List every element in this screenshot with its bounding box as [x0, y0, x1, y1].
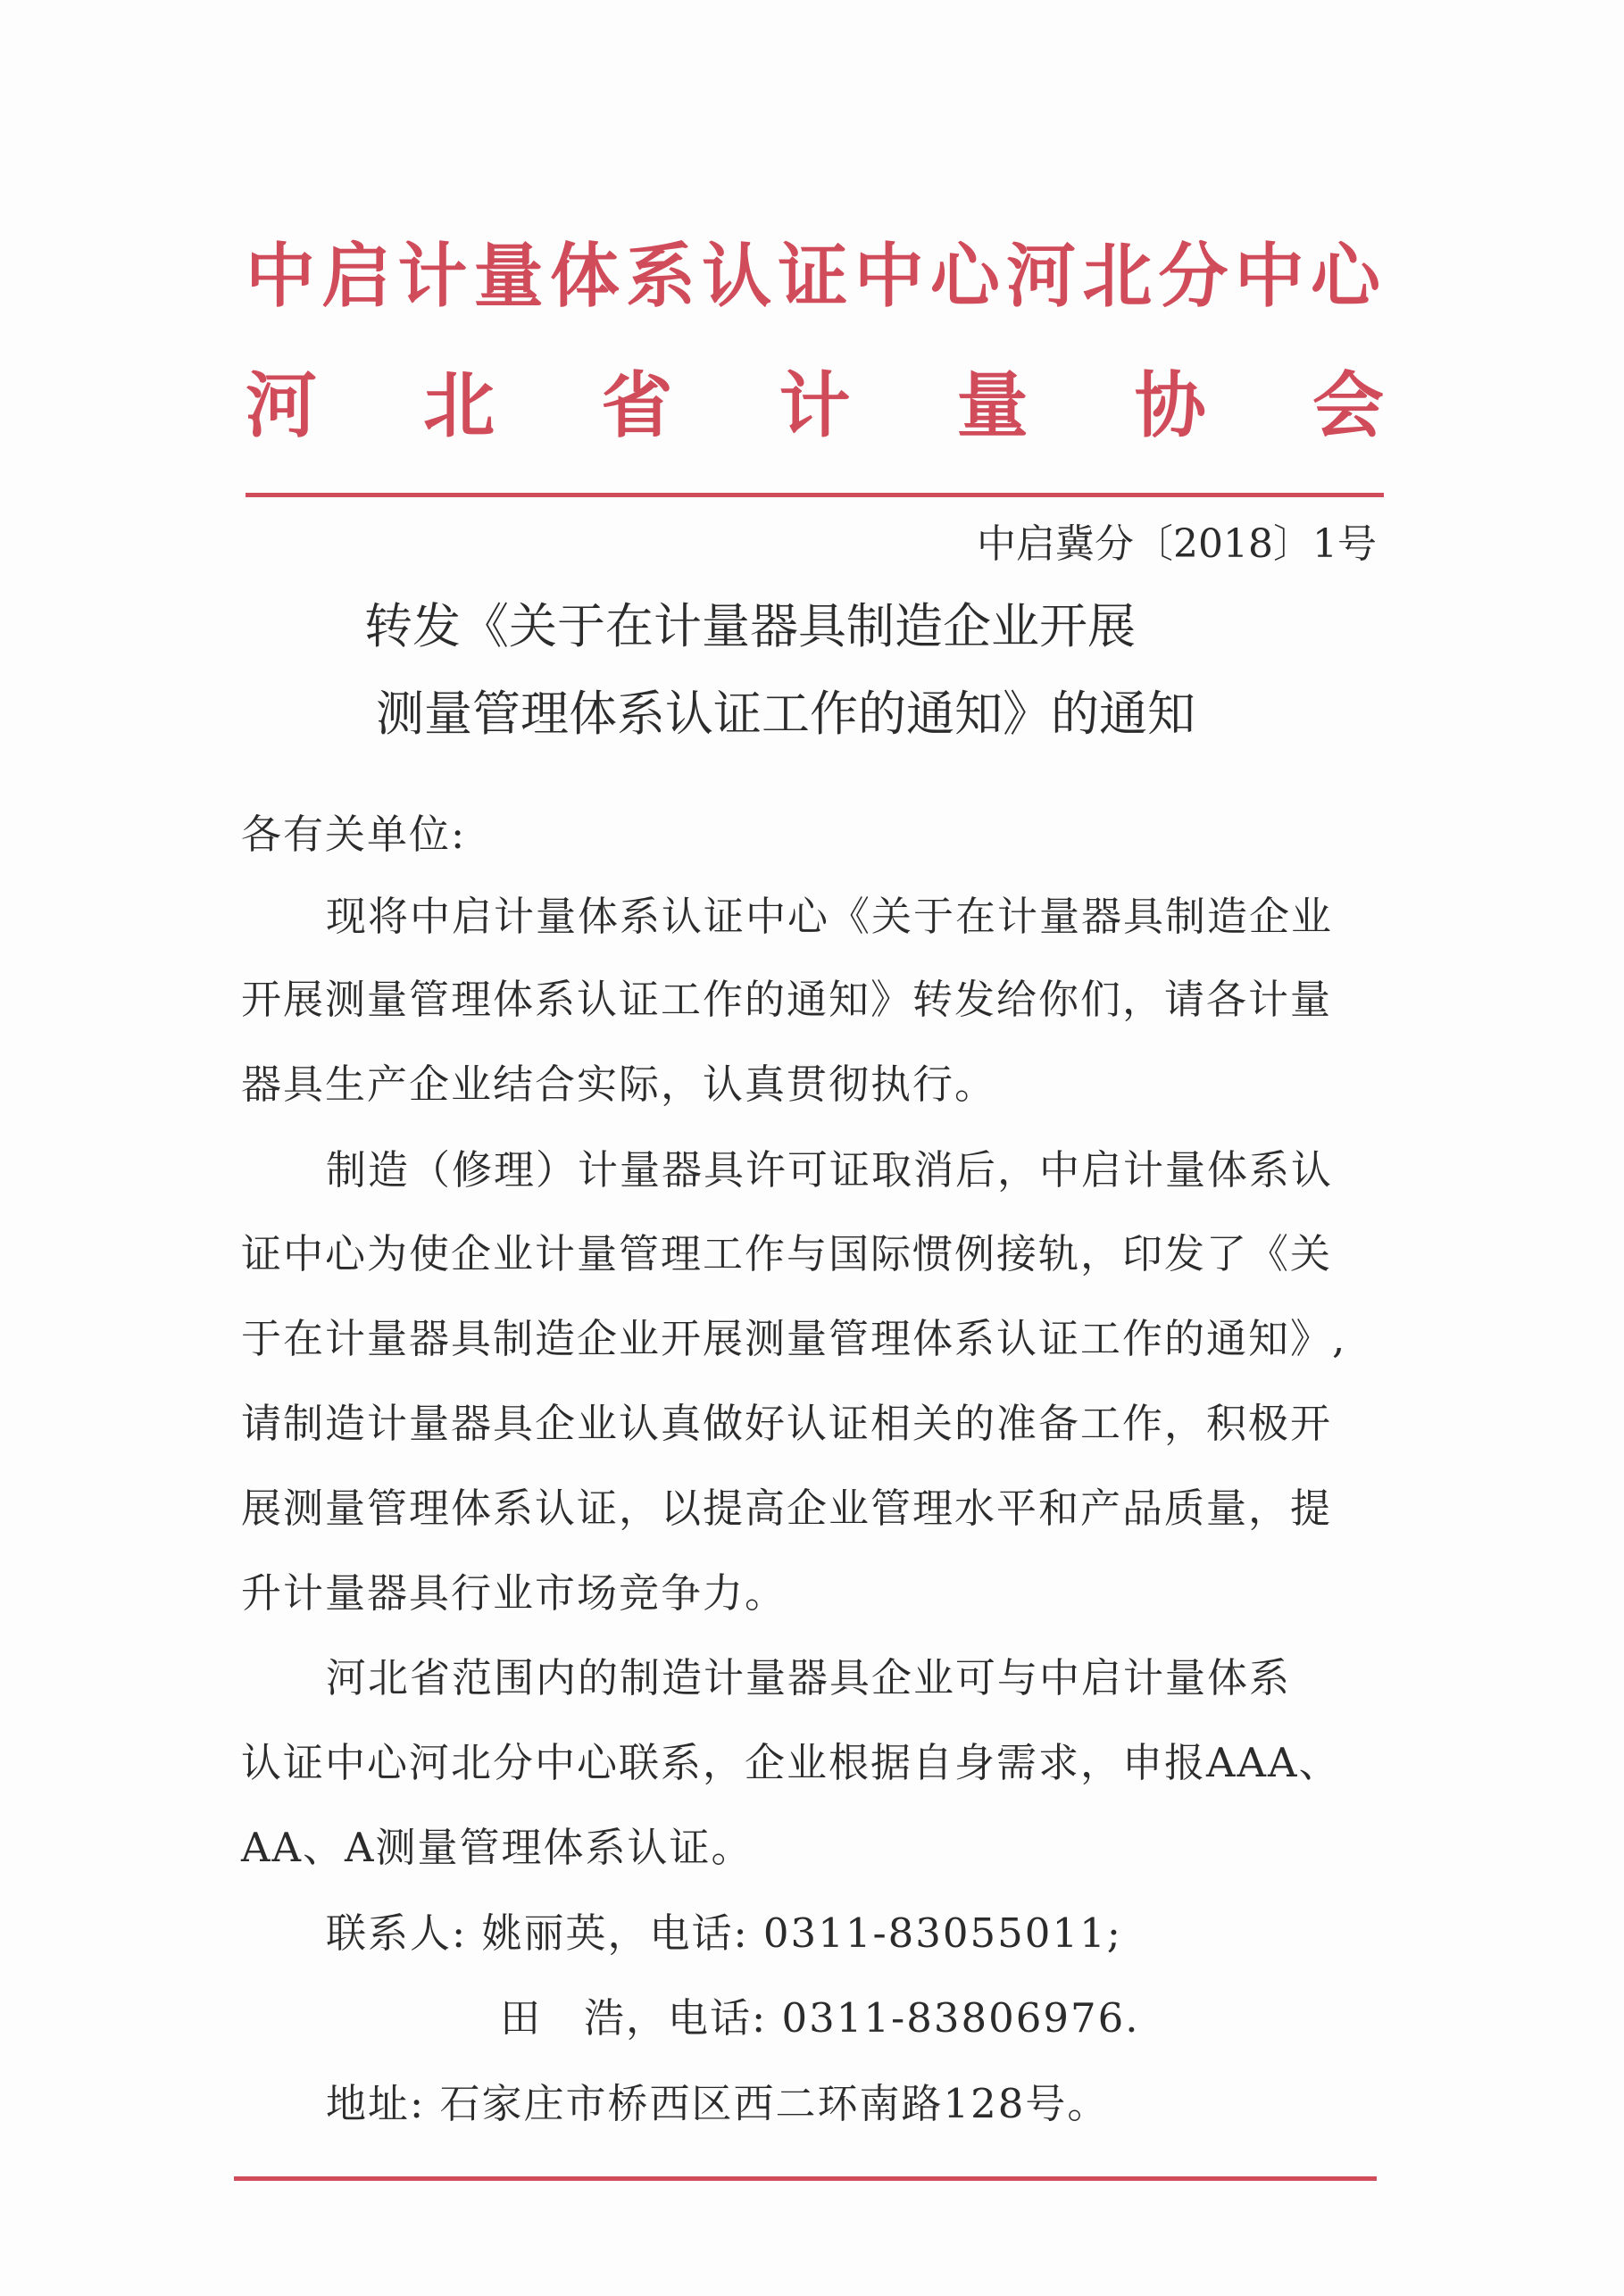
- org2-char: 量: [956, 364, 1029, 447]
- paragraph-2-line: 于在计量器具制造企业开展测量管理体系认证工作的通知》,: [241, 1315, 1347, 1362]
- issuing-org-line-1: 中启计量体系认证中心河北分中心: [246, 237, 1384, 317]
- paragraph-2-line: 证中心为使企业计量管理工作与国际惯例接轨，印发了《关: [241, 1230, 1333, 1277]
- org2-char: 北: [423, 364, 496, 447]
- contact-person-1: 联系人: 姚丽英，电话: 0311-83055011;: [326, 1909, 1122, 1957]
- document-title-line-2: 测量管理体系认证工作的通知》的通知: [376, 686, 1195, 742]
- issuing-org-line-2: [246, 357, 1384, 455]
- paragraph-3-line: 认证中心河北分中心联系，企业根据自身需求，申报AAA、: [241, 1739, 1341, 1786]
- org2-char: 会: [1312, 364, 1384, 447]
- org2-char: 河: [246, 364, 317, 447]
- address: 地址: 石家庄市桥西区西二环南路128号。: [326, 2080, 1110, 2127]
- footer-red-rule: [234, 2176, 1377, 2181]
- paragraph-1-line: 器具生产企业结合实际，认真贯彻执行。: [241, 1061, 997, 1108]
- paragraph-2-line: 请制造计量器具企业认真做好认证相关的准备工作，积极开: [241, 1400, 1333, 1447]
- salutation: 各有关单位:: [241, 811, 467, 858]
- header-red-rule: [246, 493, 1384, 497]
- paragraph-2-line: 展测量管理体系认证，以提高企业管理水平和产品质量，提: [241, 1485, 1333, 1532]
- org2-char: 协: [1134, 364, 1206, 447]
- document-number: 中启冀分〔2018〕1号: [977, 521, 1377, 567]
- org2-char: 省: [601, 364, 673, 447]
- paragraph-2-line: 制造（修理）计量器具许可证取消后，中启计量体系认: [326, 1146, 1334, 1194]
- paragraph-3-line: 河北省范围内的制造计量器具企业可与中启计量体系: [326, 1654, 1292, 1701]
- contact-person-2: 田 浩，电话: 0311-83806976.: [500, 1994, 1140, 2042]
- paragraph-1-line: 现将中启计量体系认证中心《关于在计量器具制造企业: [326, 893, 1334, 940]
- paragraph-3-line: AA、A测量管理体系认证。: [241, 1824, 754, 1871]
- paragraph-2-line: 升计量器具行业市场竞争力。: [241, 1569, 787, 1617]
- document-title-line-1: 转发《关于在计量器具制造企业开展: [364, 598, 1136, 654]
- org2-char: 计: [779, 364, 851, 447]
- paragraph-1-line: 开展测量管理体系认证工作的通知》转发给你们，请各计量: [241, 976, 1333, 1023]
